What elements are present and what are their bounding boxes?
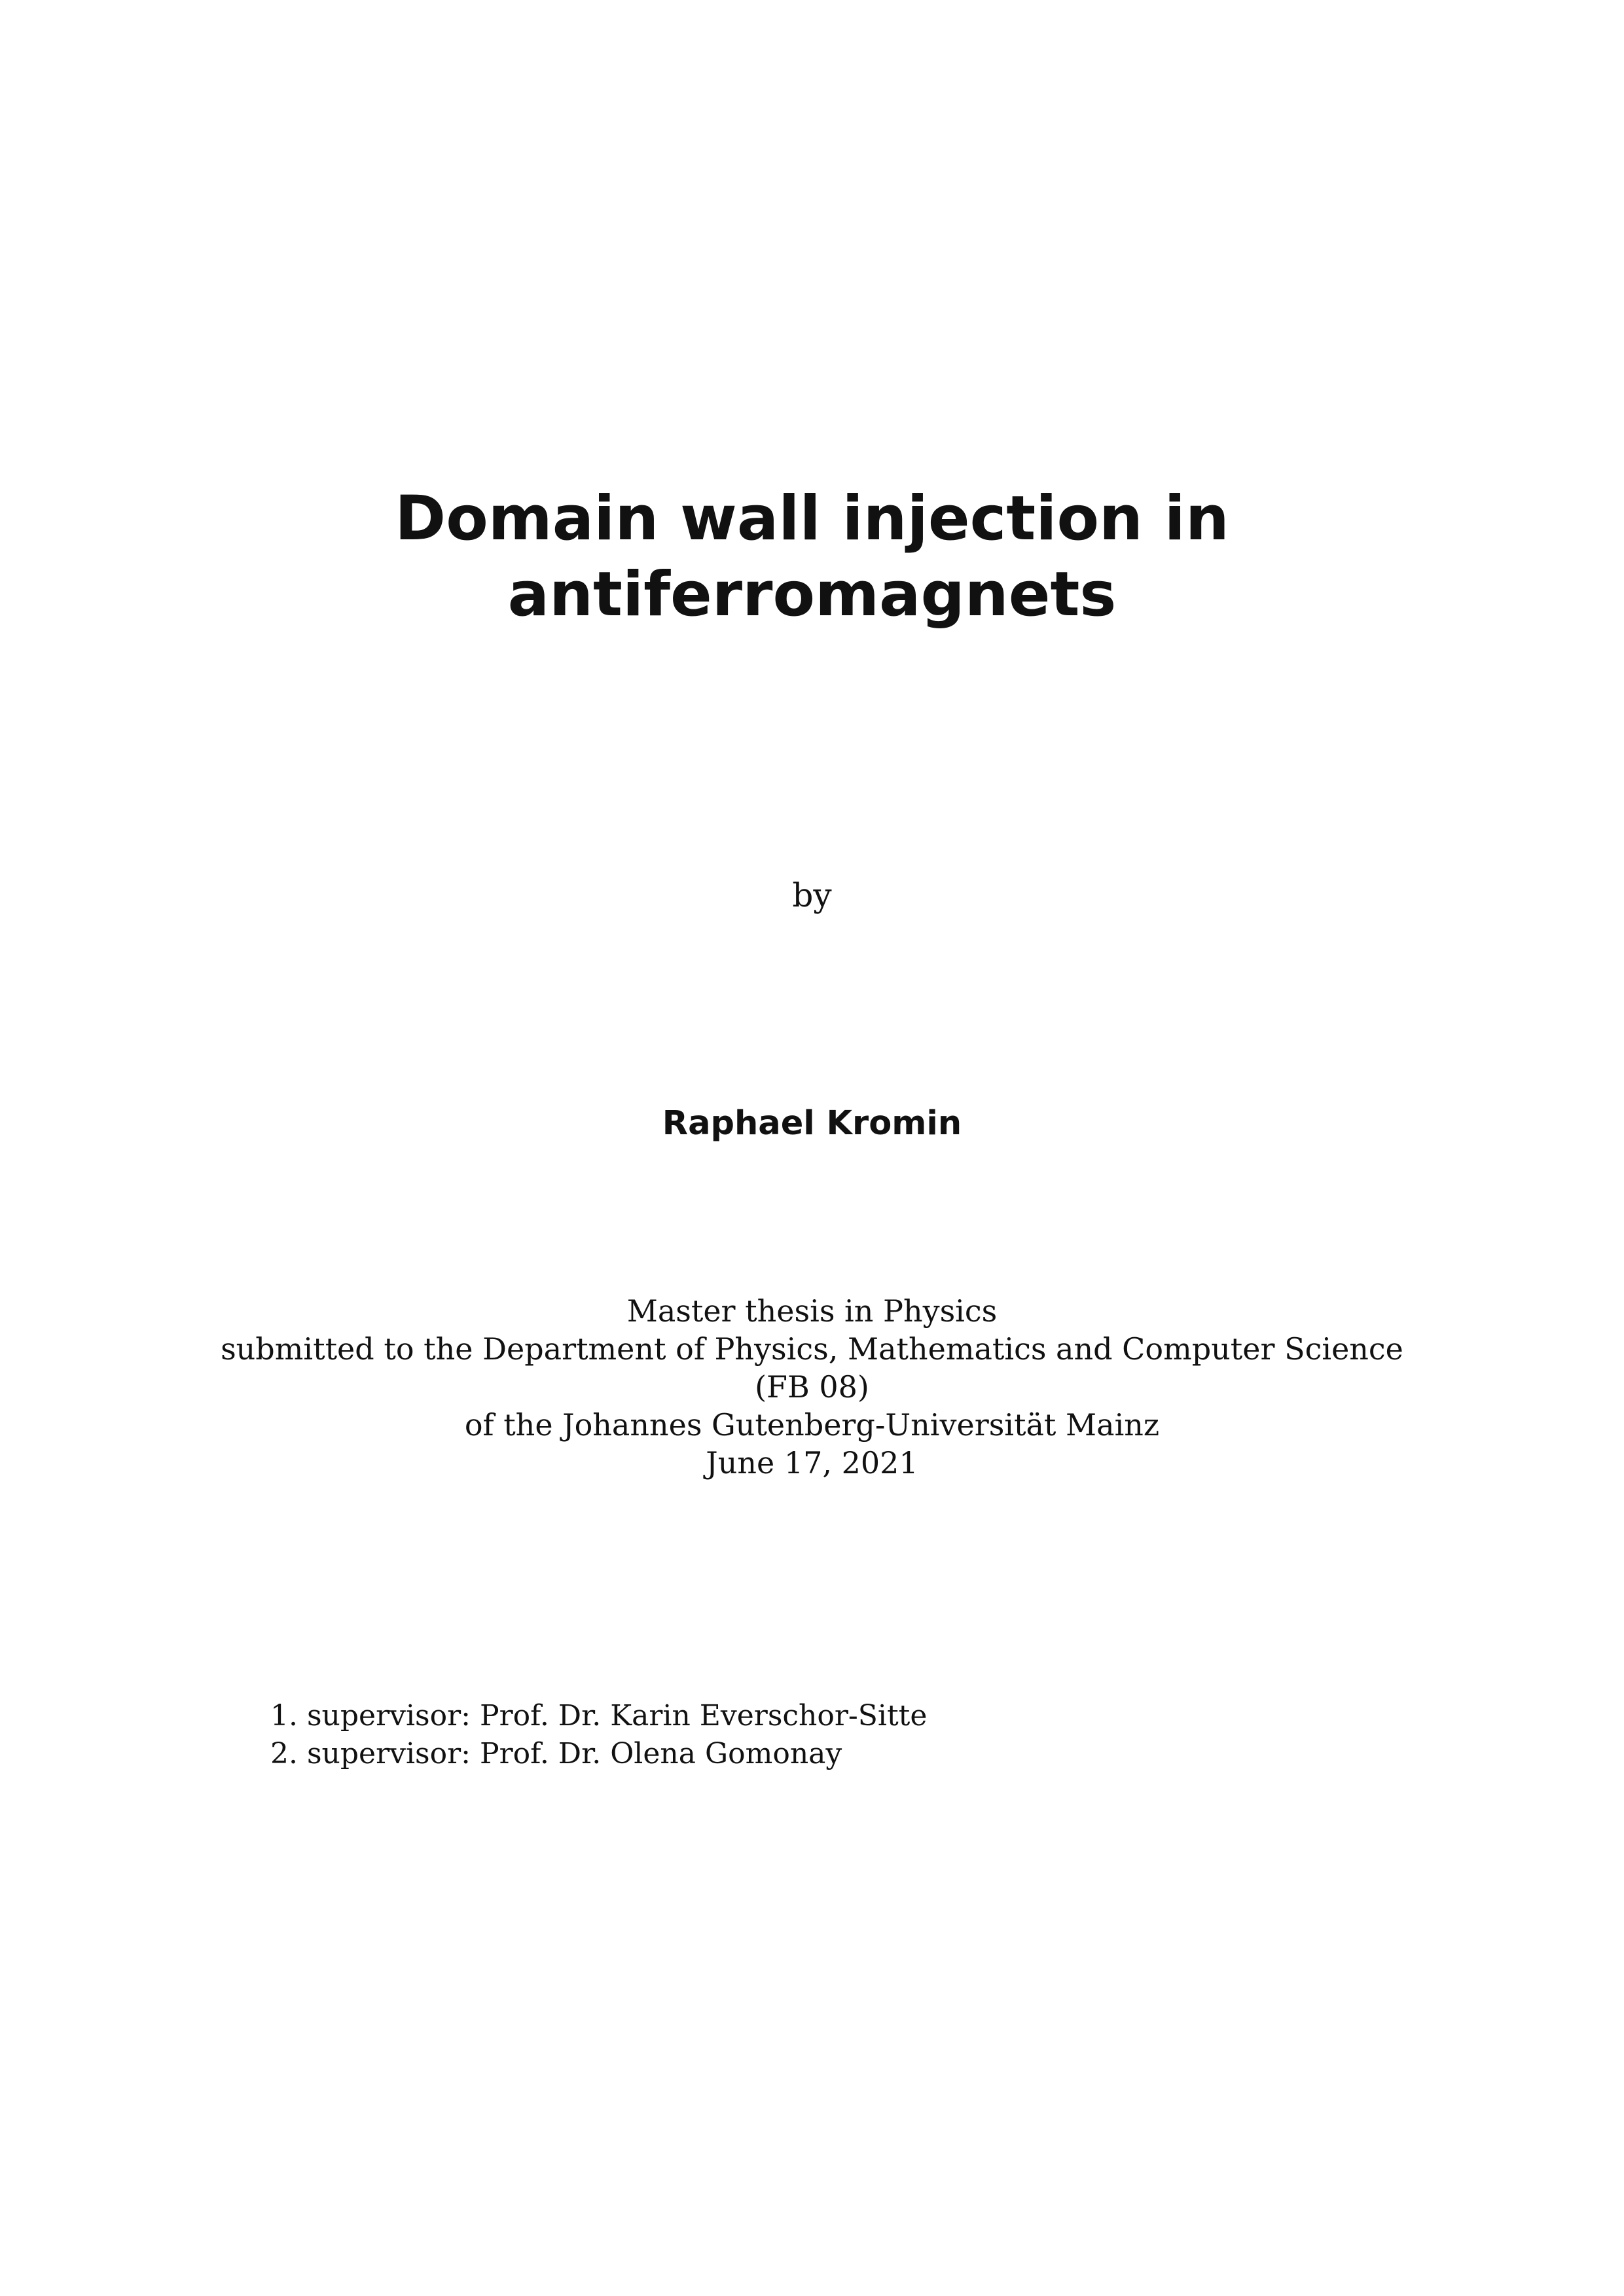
- thesis-title-line-2: antiferromagnets: [507, 559, 1117, 630]
- by-label: by: [792, 876, 832, 914]
- supervisor-list: [270, 1697, 927, 1773]
- supervisor-1: 1. supervisor: Prof. Dr. Karin Everschor-Sitte: [270, 1699, 928, 1732]
- faculty-code-line: (FB 08): [755, 1369, 869, 1405]
- thesis-title-line-1: Domain wall injection in: [395, 483, 1229, 554]
- submission-date: June 17, 2021: [706, 1445, 918, 1480]
- university-line: of the Johannes Gutenberg-Universität Mainz: [464, 1407, 1160, 1443]
- degree-line: Master thesis in Physics: [626, 1293, 998, 1329]
- author-name: Raphael Kromin: [662, 1104, 962, 1143]
- submission-info: [0, 1292, 1624, 1482]
- thesis-title: [0, 481, 1624, 633]
- department-line: submitted to the Department of Physics, Mathematics and Computer Science: [221, 1331, 1403, 1367]
- supervisor-2: 2. supervisor: Prof. Dr. Olena Gomonay: [270, 1737, 842, 1770]
